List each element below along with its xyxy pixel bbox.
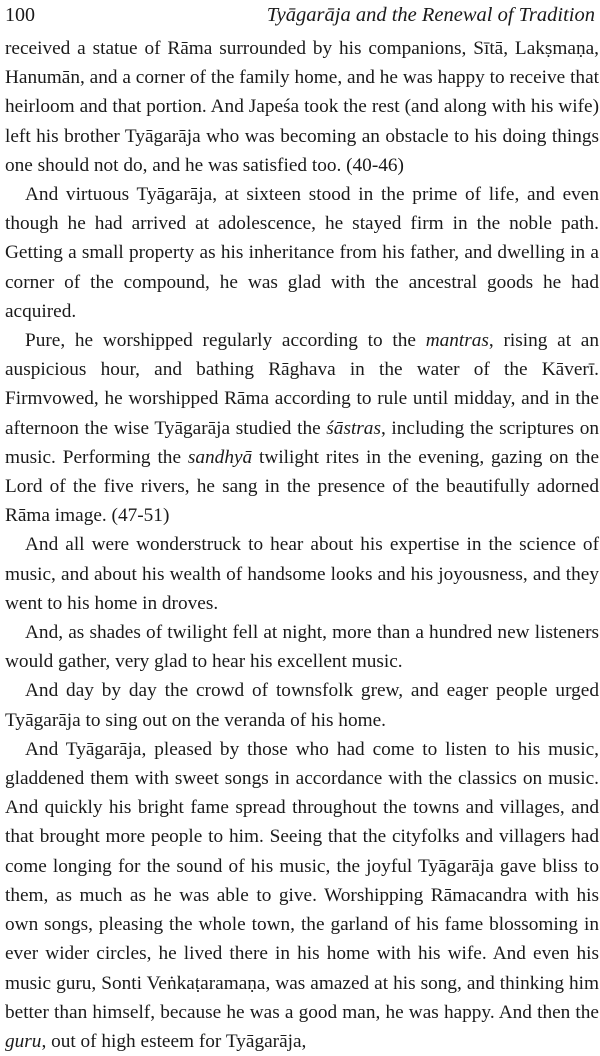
body-text xyxy=(5,34,599,1056)
text-run: And all were wonderstruck to hear about his expertise in the science of music, and about his wealth of handsome looks and his joyousness, and they went to his home in droves. xyxy=(5,534,599,614)
italic-term: guru xyxy=(5,1030,42,1052)
text-run: And day by day the crowd of townsfolk grew, and eager people urged Tyāgarāja to sing out on the veranda of his home. xyxy=(5,680,599,731)
text-run: , including the scriptures on music. Performing the xyxy=(5,417,599,468)
paragraph xyxy=(5,34,599,180)
running-head xyxy=(5,0,599,30)
italic-term: sandhyā xyxy=(187,446,253,468)
text-run: And Tyāgarāja, pleased by those who had come to listen to his music, gladdened them with sweet songs in accordance with the classics on music. And quickly his bright fame spread throughout the towns and villages, and that brought more people to him. Seeing that the cityfolks and villagers had come longing for the sound of his music, the joyful Tyāgarāja gave bliss to them, as much as he was able to give. Worshipping Rāmacandra with his own songs, pleasing the whole town, the garland of his fame blossoming in ever wider circles, he lived there in his home with his wife. And even his music guru, Sonti Veṅkaṭaramaṇa, was amazed at his song, and thinking him better than himself, because he was a good man, he was happy. And then the xyxy=(5,738,599,1023)
paragraph xyxy=(5,180,599,326)
italic-term: mantras xyxy=(425,330,489,352)
text-run: And, as shades of twilight fell at night, more than a hundred new listeners would gather, very glad to hear his excellent music. xyxy=(5,622,599,673)
paragraph xyxy=(5,735,599,1056)
text-run: , out of high esteem for Tyāgarāja, xyxy=(41,1030,307,1052)
paragraph xyxy=(5,676,599,734)
text-run: received a statue of Rāma surrounded by his companions, Sītā, Lakṣmaṇa, Hanumān, and a corner of the family home, and he was happy to receive that heirloom and that portion. And Japeśa took the rest (and along with his wife) left his brother Tyāgarāja who was becoming an obstacle to his doing things one should not do, and he was satisfied too. (40-46) xyxy=(5,38,599,176)
text-run: twilight rites in the evening, gazing on the Lord of the five rivers, he sang in the presence of the beautifully adorned Rāma image. (47-51) xyxy=(5,446,599,527)
text-run: Pure, he worshipped regularly according to the xyxy=(25,330,426,352)
paragraph xyxy=(5,326,599,530)
page-number: 100 xyxy=(5,4,35,26)
book-page xyxy=(5,0,599,1056)
running-title: Tyāgarāja and the Renewal of Tradition xyxy=(266,4,595,26)
paragraph xyxy=(5,618,599,676)
text-run: , rising at an auspicious hour, and bathing Rāghava in the water of the Kāverī. Firmvowed, he worshipped Rāma according to rule until midday, and in the afternoon the wise Tyāgarāja studied the xyxy=(5,330,599,439)
italic-term: śāstras xyxy=(326,417,381,439)
text-run: And virtuous Tyāgarāja, at sixteen stood in the prime of life, and even though he had arrived at adolescence, he stayed firm in the noble path. Getting a small property as his inheritance from his father, and dwelling in a corner of the compound, he was glad with the ancestral goods he had acquired. xyxy=(5,184,599,322)
paragraph xyxy=(5,530,599,618)
